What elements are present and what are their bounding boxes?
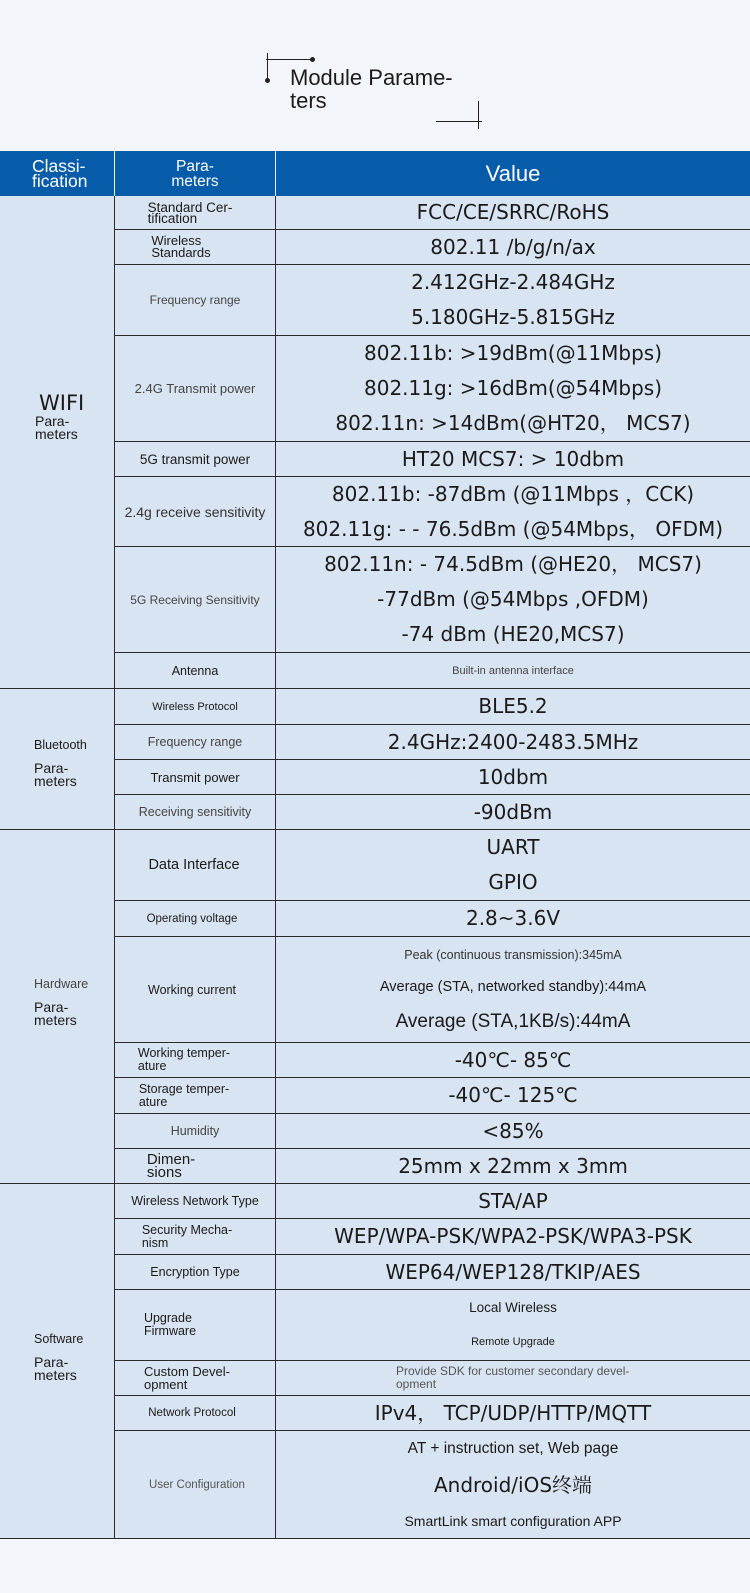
param-cell	[115, 1114, 275, 1148]
table-header	[0, 151, 750, 196]
value-cell	[276, 336, 750, 441]
header-parameters-label: Para- meters	[171, 157, 219, 190]
header-value	[276, 151, 750, 196]
value-text: 10dbm	[477, 764, 549, 789]
header-parameters	[115, 151, 275, 196]
param-cell	[115, 1396, 275, 1430]
param-label: Wireless Standards	[151, 233, 211, 260]
param-cell	[115, 1184, 275, 1218]
value-cell	[276, 937, 750, 1042]
param-cell	[115, 1043, 275, 1077]
param-cell	[115, 689, 275, 724]
title-corner-line-v	[267, 53, 268, 81]
value-text: -40℃- 125℃	[448, 1083, 578, 1107]
param-cell	[115, 1219, 275, 1254]
value-text: 2.412GHz-2.484GHz	[411, 270, 615, 294]
table-bottom-border	[0, 1538, 750, 1539]
param-label: Working current	[148, 982, 236, 997]
value-text: -74 dBm (HE20,MCS7)	[401, 622, 625, 646]
param-cell	[115, 230, 275, 264]
header-classification	[0, 151, 114, 196]
value-text: 802.11n: - 74.5dBm (@HE20， MCS7)	[324, 552, 702, 576]
value-text: 802.11g: - - 76.5dBm (@54Mbps， OFDM)	[302, 516, 724, 541]
param-label: 5G Receiving Sensitivity	[130, 592, 260, 607]
group-hardware-name: Hardware	[34, 977, 89, 991]
group-wifi	[0, 391, 114, 441]
value-cell	[276, 901, 750, 936]
value-text: Local Wireless	[469, 1300, 557, 1315]
param-label: Standard Cer- tification	[147, 199, 233, 226]
header-classification-label: Classi- fication	[32, 155, 88, 191]
group-bluetooth-name: Bluetooth	[34, 738, 87, 752]
value-text: 802.11b: -87dBm (@11Mbps ，CCK)	[331, 481, 695, 506]
group-hardware-sub: Para- meters	[34, 999, 77, 1028]
value-text: 802.11n: >14dBm(@HT20， MCS7)	[335, 411, 691, 435]
param-cell	[115, 937, 275, 1042]
param-label: Operating voltage	[146, 912, 238, 925]
value-cell	[276, 196, 750, 229]
group-software	[0, 1330, 114, 1382]
value-text: UART	[486, 835, 540, 859]
param-cell	[115, 442, 275, 476]
value-cell	[276, 1043, 750, 1077]
value-text: Android/iOS终端	[433, 1472, 593, 1497]
group-wifi-sub: Para- meters	[35, 413, 78, 442]
value-text: STA/AP	[478, 1188, 548, 1213]
param-label: User Configuration	[149, 1478, 245, 1491]
value-cell	[276, 1149, 750, 1183]
param-label: Working temper- ature	[137, 1046, 231, 1073]
param-cell	[115, 477, 275, 546]
param-label: Data Interface	[148, 857, 240, 873]
page-title: Module Parame- ters	[290, 65, 453, 113]
param-cell	[115, 1361, 275, 1395]
param-label: Storage temper- ature	[138, 1081, 230, 1109]
value-cell	[276, 760, 750, 794]
value-text: Remote Upgrade	[471, 1336, 555, 1348]
param-label: Encryption Type	[150, 1265, 240, 1279]
param-label: 2.4G Transmit power	[134, 381, 256, 396]
param-label: Custom Devel- opment	[144, 1364, 230, 1392]
value-text: WEP/WPA-PSK/WPA2-PSK/WPA3-PSK	[334, 1224, 692, 1248]
value-cell	[276, 795, 750, 829]
group-software-sub: Para- meters	[34, 1354, 77, 1383]
group-hardware	[0, 975, 114, 1027]
value-cell	[276, 1219, 750, 1254]
value-cell	[276, 547, 750, 652]
param-cell	[115, 547, 275, 652]
value-text: HT20 MCS7: > 10dbm	[401, 446, 625, 471]
param-label: Wireless Protocol	[152, 700, 238, 713]
title-corner-line-h	[266, 59, 314, 60]
param-cell	[115, 1149, 275, 1183]
param-label: 2.4g receive sensitivity	[124, 503, 266, 520]
value-text: GPIO	[488, 870, 538, 894]
param-label: 5G transmit power	[139, 451, 251, 467]
title-corner-line-v2	[478, 101, 479, 129]
value-text: Average (STA, networked standby):44mA	[379, 978, 647, 995]
value-cell	[276, 1361, 750, 1395]
title-area	[0, 0, 750, 151]
value-cell	[276, 830, 750, 900]
value-cell	[276, 689, 750, 724]
param-cell	[115, 725, 275, 759]
value-text: 802.11b: >19dBm(@11Mbps)	[364, 341, 662, 365]
value-cell	[276, 1255, 750, 1289]
value-text: BLE5.2	[478, 694, 548, 718]
param-cell	[115, 901, 275, 936]
value-text: Built-in antenna interface	[452, 664, 574, 677]
param-cell	[115, 760, 275, 794]
value-cell	[276, 442, 750, 476]
value-cell	[276, 725, 750, 759]
param-label: Antenna	[171, 663, 219, 678]
value-text: IPv4， TCP/UDP/HTTP/MQTT	[374, 1400, 652, 1425]
param-cell	[115, 196, 275, 229]
value-text: 802.11 /b/g/n/ax	[430, 234, 596, 259]
value-cell	[276, 230, 750, 264]
value-cell	[276, 1290, 750, 1360]
param-label: Humidity	[170, 1124, 220, 1138]
param-label: Transmit power	[150, 769, 240, 785]
param-cell	[115, 653, 275, 688]
title-corner-dot-top	[310, 57, 315, 62]
value-text: Provide SDK for customer secondary devel- opment	[396, 1364, 630, 1391]
group-bluetooth-sub: Para- meters	[34, 760, 77, 789]
value-text: -40℃- 85℃	[454, 1047, 572, 1072]
value-text: 2.4GHz:2400-2483.5MHz	[387, 729, 639, 754]
value-text: 802.11g: >16dBm(@54Mbps)	[364, 376, 662, 400]
value-cell	[276, 653, 750, 688]
param-label: Frequency range	[147, 735, 243, 749]
param-label: Upgrade Firmware	[143, 1311, 197, 1338]
param-cell	[115, 795, 275, 829]
value-text: FCC/CE/SRRC/RoHS	[416, 200, 610, 224]
value-text: 2.8~3.6V	[465, 906, 561, 930]
value-cell	[276, 265, 750, 335]
value-text: -90dBm	[473, 799, 553, 824]
param-cell	[115, 1290, 275, 1360]
value-text: Peak (continuous transmission):345mA	[404, 947, 622, 962]
value-cell	[276, 1184, 750, 1218]
param-label: Dimen- sions	[146, 1151, 196, 1181]
param-cell	[115, 1431, 275, 1538]
param-cell	[115, 1255, 275, 1289]
value-text: Average (STA,1KB/s):44mA	[395, 1010, 631, 1032]
value-text: SmartLink smart configuration APP	[404, 1512, 622, 1529]
value-text: WEP64/WEP128/TKIP/AES	[385, 1259, 641, 1284]
param-label: Receiving sensitivity	[138, 805, 252, 819]
param-cell	[115, 1078, 275, 1113]
value-cell	[276, 1078, 750, 1113]
param-label: Frequency range	[149, 293, 241, 307]
value-text: AT + instruction set, Web page	[407, 1439, 619, 1457]
header-value-label: Value	[485, 160, 541, 186]
spec-table	[0, 196, 750, 1539]
group-software-name: Software	[34, 1332, 84, 1346]
value-cell	[276, 1396, 750, 1430]
value-text: <85%	[482, 1118, 544, 1143]
value-cell	[276, 477, 750, 546]
title-corner-line-h2	[436, 121, 482, 122]
param-cell	[115, 265, 275, 335]
param-cell	[115, 336, 275, 441]
param-label: Wireless Network Type	[131, 1194, 259, 1208]
value-text: -77dBm (@54Mbps ,OFDM)	[377, 587, 649, 611]
value-text: 5.180GHz-5.815GHz	[411, 305, 615, 329]
param-label: Security Mecha- nism	[141, 1222, 233, 1250]
param-cell	[115, 830, 275, 900]
group-bluetooth	[0, 736, 114, 788]
value-cell	[276, 1114, 750, 1148]
value-cell	[276, 1431, 750, 1538]
param-label: Network Protocol	[148, 1407, 236, 1419]
group-wifi-name: WIFI	[39, 391, 85, 415]
title-corner-dot-left	[265, 78, 270, 83]
value-text: 25mm x 22mm x 3mm	[398, 1153, 628, 1178]
